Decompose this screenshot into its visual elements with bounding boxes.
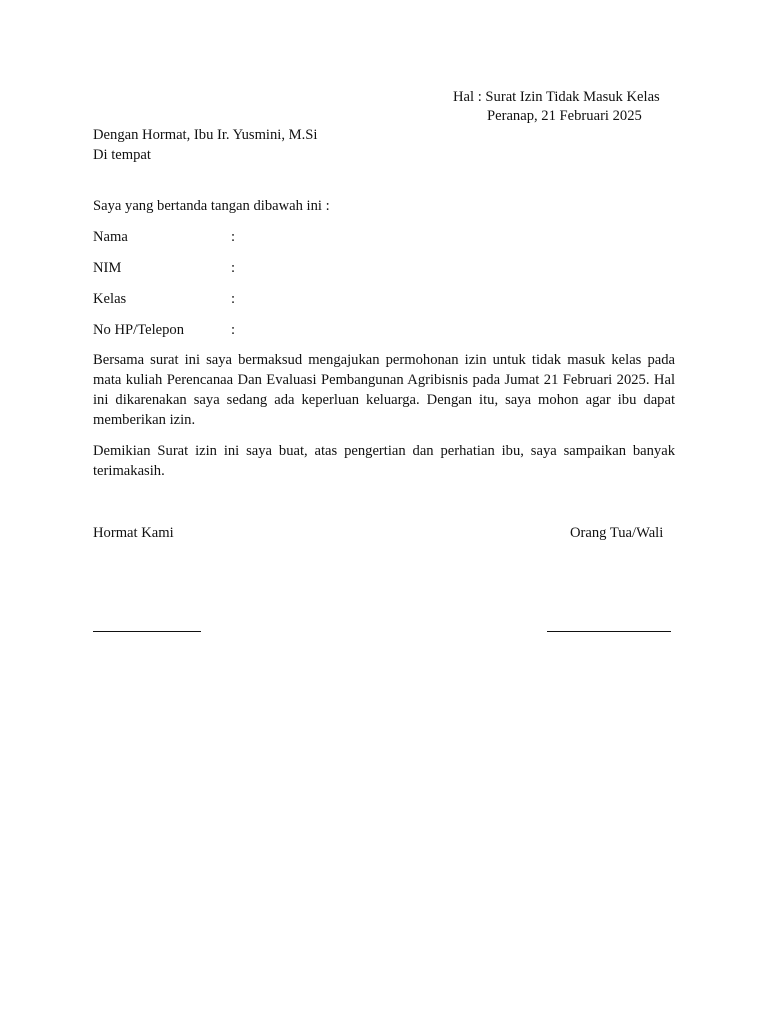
signature-label-sender: Hormat Kami [93,525,174,541]
signature-label-parent: Orang Tua/Wali [570,525,664,541]
place-date: Peranap, 21 Februari 2025 [487,108,642,124]
field-colon-hp: : [231,322,236,338]
field-label-hp: No HP/Telepon [93,322,184,338]
field-label-nama: Nama [93,229,128,245]
recipient-greeting: Dengan Hormat, Ibu Ir. Yusmini, M.Si [93,127,318,143]
body-paragraph-request: Bersama surat ini saya bermaksud mengajukan permohonan izin untuk tidak masuk kelas pada mata kuliah Perencanaa Dan Evaluasi Pembangunan Agribisnis pada Jumat 21 Februari 2025. Hal ini dikarenakan saya sedang ada keperluan keluarga. Dengan itu, saya mohon agar ibu dapat memberikan izin. [93,352,675,428]
field-label-kelas: Kelas [93,291,127,307]
signature-line-sender [93,631,201,632]
intro-text: Saya yang bertanda tangan dibawah ini : [93,198,330,214]
recipient-place: Di tempat [93,147,151,163]
field-colon-kelas: : [231,291,236,307]
letter-subject: Hal : Surat Izin Tidak Masuk Kelas [453,89,660,105]
field-colon-nama: : [231,229,236,245]
field-colon-nim: : [231,260,236,276]
body-paragraph-closing: Demikian Surat izin ini saya buat, atas pengertian dan perhatian ibu, saya sampaikan banyak terimakasih. [93,443,675,479]
signature-line-parent [547,631,671,632]
field-label-nim: NIM [93,260,122,276]
